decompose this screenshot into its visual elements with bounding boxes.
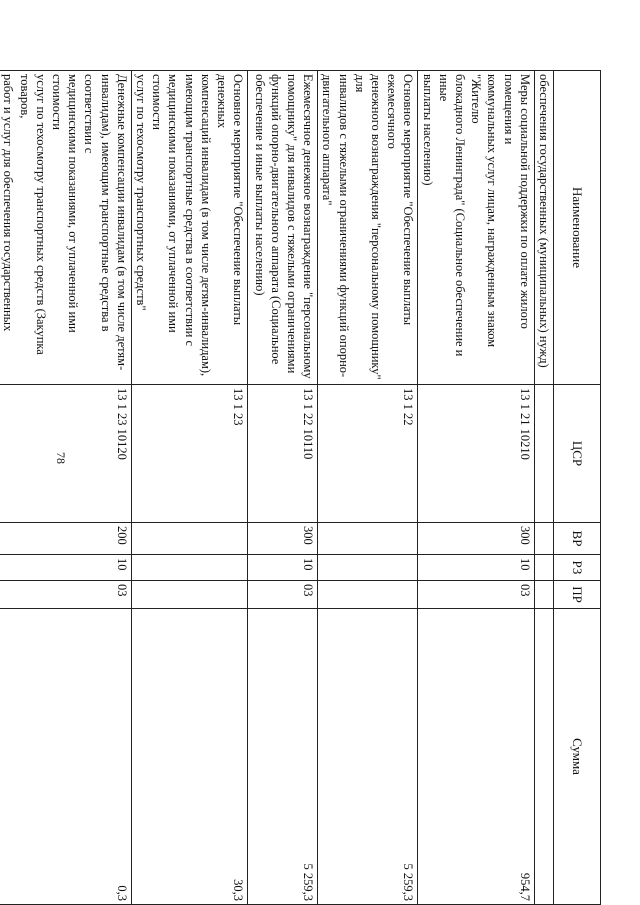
cell-sum: 954,7 xyxy=(418,609,534,905)
cell-rz xyxy=(131,555,247,581)
cell-csr: 13 1 23 10120 xyxy=(0,385,131,523)
cell-csr xyxy=(534,385,553,523)
header-name: Наименование xyxy=(554,71,601,385)
cell-rz: 10 xyxy=(248,555,318,581)
cell-pr xyxy=(131,581,247,609)
cell-sum: 0,3 xyxy=(0,609,131,905)
cell-vr xyxy=(318,523,418,555)
header-sum: Сумма xyxy=(554,609,601,905)
cell-name: Меры социальной поддержки по оплате жилого помещения и коммунальных услуг лицам, награжденным знаком "Жителю блокадного Ленинграда" (Социальное обеспечение и иные выплаты населению) xyxy=(418,71,534,385)
table-row xyxy=(0,71,131,905)
header-rz: РЗ xyxy=(554,555,601,581)
cell-vr xyxy=(534,523,553,555)
header-pr: ПР xyxy=(554,581,601,609)
table-row xyxy=(318,71,418,905)
cell-name: обеспечения государственных (муниципальных) нужд) xyxy=(534,71,553,385)
cell-name: Ежемесячное денежное вознаграждение "персональному помощнику" для инвалидов с тяжелыми ограничениями функций опорно-двигательного аппарата (Социальное обеспечение и иные выплаты населению) xyxy=(248,71,318,385)
cell-vr: 300 xyxy=(418,523,534,555)
table-header-row xyxy=(554,71,601,905)
cell-pr xyxy=(534,581,553,609)
cell-name: Основное мероприятие "Обеспечение выплаты денежных компенсаций инвалидам (в том числе детям-инвалидам), имеющим транспортные средства в соответствии с медицинскими показаниями, от уплаченной ими стоимости услуг по техосмотру транспортных средств" xyxy=(131,71,247,385)
cell-csr: 13 1 21 10210 xyxy=(418,385,534,523)
page-number: 78 xyxy=(54,452,68,464)
cell-csr: 13 1 22 10110 xyxy=(248,385,318,523)
table-row xyxy=(418,71,534,905)
cell-vr: 200 xyxy=(0,523,131,555)
cell-rz xyxy=(534,555,553,581)
cell-pr: 03 xyxy=(248,581,318,609)
budget-table xyxy=(0,70,601,905)
header-vr: ВР xyxy=(554,523,601,555)
cell-rz: 10 xyxy=(0,555,131,581)
cell-pr xyxy=(318,581,418,609)
cell-sum: 5 259,3 xyxy=(248,609,318,905)
cell-name: Основное мероприятие "Обеспечение выплаты ежемесячного денежного вознаграждения "персональному помощнику" для инвалидов с тяжелыми ограничениями функций опорно- двигательного аппарата" xyxy=(318,71,418,385)
table-row xyxy=(248,71,318,905)
cell-vr: 300 xyxy=(248,523,318,555)
header-csr: ЦСР xyxy=(554,385,601,523)
table-row xyxy=(131,71,247,905)
cell-sum xyxy=(534,609,553,905)
cell-rz: 10 xyxy=(418,555,534,581)
cell-sum: 30,3 xyxy=(131,609,247,905)
cell-pr: 03 xyxy=(418,581,534,609)
cell-pr: 03 xyxy=(0,581,131,609)
cell-csr: 13 1 22 xyxy=(318,385,418,523)
cell-name: Денежные компенсации инвалидам (в том числе детям- инвалидам), имеющим транспортные средства в соответствии с медицинскими показаниями, от уплаченной ими стоимости услуг по техосмотру транспортных средств (Закупка товаров, работ и услуг для обеспечения государственных xyxy=(0,71,131,385)
table-row xyxy=(534,71,553,905)
cell-rz xyxy=(318,555,418,581)
cell-csr: 13 1 23 xyxy=(131,385,247,523)
cell-vr xyxy=(131,523,247,555)
cell-sum: 5 259,3 xyxy=(318,609,418,905)
